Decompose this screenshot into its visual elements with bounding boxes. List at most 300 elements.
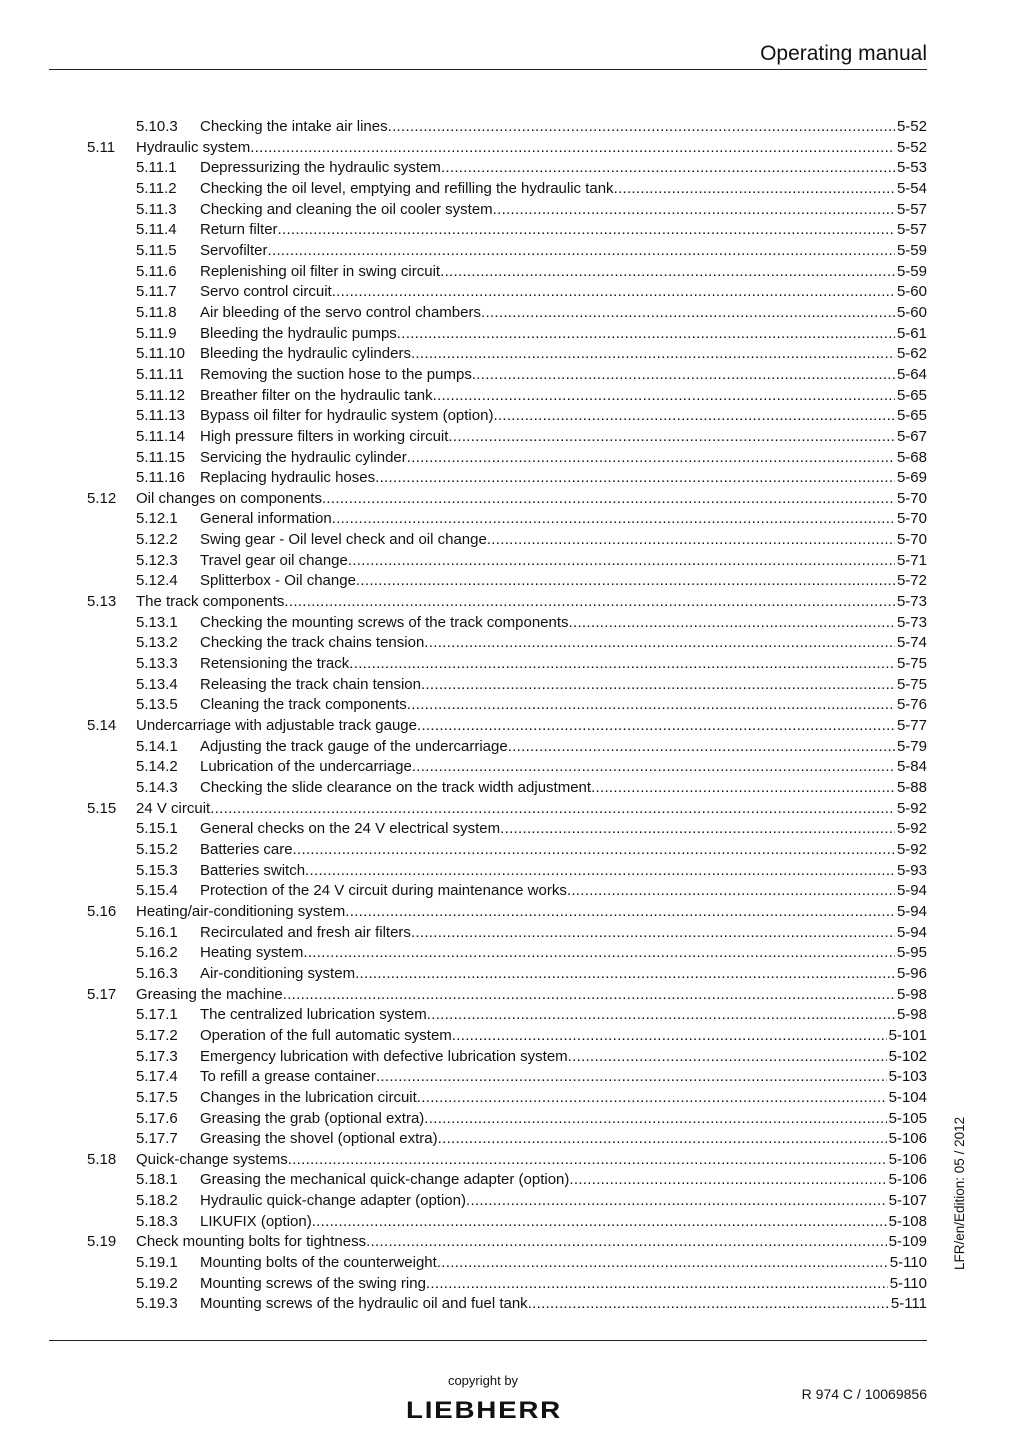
toc-page: 5-84 [896, 758, 927, 776]
toc-entry[interactable] [87, 1253, 927, 1274]
toc-number: 5.13.5 [136, 696, 178, 714]
toc-entry[interactable] [87, 200, 927, 221]
toc-entry[interactable] [87, 695, 927, 716]
toc-line [200, 509, 927, 530]
toc-number: 5.17.3 [136, 1047, 178, 1065]
toc-line [136, 1232, 927, 1253]
toc-number: 5.18 [87, 1150, 117, 1168]
toc-number: 5.15.1 [136, 820, 178, 838]
toc-entry[interactable] [87, 241, 927, 262]
toc-leader [411, 923, 895, 944]
toc-title: Releasing the track chain tension [200, 675, 421, 693]
toc-title: Bleeding the hydraulic cylinders [200, 345, 411, 363]
toc-entry[interactable] [87, 778, 927, 799]
toc-entry[interactable] [87, 158, 927, 179]
toc-leader [332, 509, 895, 530]
toc-leader [345, 902, 895, 923]
toc-entry[interactable] [87, 1150, 927, 1171]
toc-title: Bypass oil filter for hydraulic system (option) [200, 407, 494, 425]
toc-number: 5.17.1 [136, 1006, 178, 1024]
toc-title: Mounting screws of the swing ring [200, 1274, 426, 1292]
toc-entry[interactable] [87, 1088, 927, 1109]
toc-title: Checking the track chains tension [200, 634, 425, 652]
toc-page: 5-88 [896, 779, 927, 796]
toc-entry[interactable] [87, 881, 927, 902]
toc-entry[interactable] [87, 1294, 927, 1315]
toc-page: 5-111 [890, 1295, 927, 1313]
toc-line [200, 861, 927, 882]
toc-entry[interactable] [87, 985, 927, 1006]
toc-title: Emergency lubrication with defective lubrication system [200, 1047, 568, 1065]
toc-page: 5-53 [896, 159, 927, 177]
toc-entry[interactable] [87, 530, 927, 551]
document-reference: R 974 C / 10069856 [801, 1386, 927, 1402]
toc-title: Replenishing oil filter in swing circuit [200, 262, 441, 280]
toc-title: Retensioning the track [200, 655, 350, 673]
toc-leader [424, 1109, 886, 1130]
toc-leader [500, 819, 895, 840]
toc-entry[interactable] [87, 861, 927, 882]
toc-entry[interactable] [87, 1026, 927, 1047]
toc-line [200, 675, 927, 696]
toc-line [200, 695, 927, 716]
toc-entry[interactable] [87, 427, 927, 448]
toc-entry[interactable] [87, 303, 927, 324]
toc-title: Servicing the hydraulic cylinder [200, 448, 407, 466]
toc-page: 5-96 [896, 964, 927, 982]
toc-page: 5-62 [896, 345, 927, 363]
toc-page: 5-103 [888, 1068, 927, 1086]
toc-title: Servofilter [200, 241, 268, 259]
toc-leader [407, 448, 895, 469]
toc-line [200, 262, 927, 283]
toc-line [200, 571, 927, 592]
toc-page: 5-54 [896, 179, 927, 197]
toc-leader [303, 943, 895, 964]
toc-entry[interactable] [87, 324, 927, 345]
toc-page: 5-107 [888, 1192, 927, 1210]
toc-leader [440, 262, 895, 283]
toc-entry[interactable] [87, 633, 927, 654]
toc-entry[interactable] [87, 964, 927, 985]
toc-leader [278, 220, 895, 241]
toc-leader [466, 1191, 887, 1212]
toc-line [136, 138, 927, 159]
toc-title: Air-conditioning system [200, 964, 356, 982]
toc-line [200, 282, 927, 303]
toc-number: 5.12.2 [136, 531, 178, 549]
toc-number: 5.16 [87, 902, 117, 920]
toc-leader [493, 200, 895, 221]
toc-title: Servo control circuit [200, 283, 332, 301]
toc-line [136, 985, 927, 1006]
toc-line [200, 1088, 927, 1109]
toc-line [200, 344, 927, 365]
toc-page: 5-75 [896, 655, 927, 673]
toc-leader [412, 757, 895, 778]
toc-line [200, 1109, 927, 1130]
table-of-contents [87, 117, 927, 1315]
toc-leader [569, 613, 895, 634]
toc-page: 5-76 [896, 696, 927, 714]
toc-page: 5-77 [896, 717, 927, 735]
toc-page: 5-92 [896, 840, 927, 858]
toc-title: Swing gear - Oil level check and oil change [200, 531, 487, 549]
toc-number: 5.18.2 [136, 1192, 178, 1210]
toc-title: Greasing the mechanical quick-change adapter (option) [200, 1171, 570, 1189]
toc-entry[interactable] [87, 716, 927, 737]
toc-leader [397, 324, 895, 345]
toc-number: 5.16.3 [136, 964, 178, 982]
toc-title: High pressure filters in working circuit [200, 427, 449, 445]
toc-line [200, 303, 927, 324]
toc-page: 5-106 [888, 1150, 927, 1168]
toc-page: 5-75 [896, 675, 927, 693]
toc-number: 5.19.2 [136, 1274, 178, 1292]
toc-page: 5-94 [896, 902, 927, 920]
toc-leader [528, 1294, 889, 1315]
toc-leader [487, 530, 895, 551]
toc-title: Depressurizing the hydraulic system [200, 159, 441, 177]
toc-title: Checking the mounting screws of the track components [200, 613, 569, 631]
toc-title: Breather filter on the hydraulic tank [200, 386, 433, 404]
toc-line [200, 1170, 927, 1191]
toc-title: Travel gear oil change [200, 551, 348, 569]
toc-line [200, 1274, 927, 1295]
toc-leader [349, 654, 895, 675]
toc-entry[interactable] [87, 757, 927, 778]
toc-leader [375, 468, 895, 489]
toc-page: 5-73 [896, 593, 927, 611]
toc-number: 5.17 [87, 985, 117, 1003]
toc-line [200, 427, 927, 448]
toc-leader [348, 551, 895, 572]
toc-entry[interactable] [87, 179, 927, 200]
toc-entry[interactable] [87, 819, 927, 840]
toc-number: 5.12.1 [136, 510, 178, 528]
toc-title: Undercarriage with adjustable track gauge [136, 717, 417, 735]
toc-entry[interactable] [87, 344, 927, 365]
toc-entry[interactable] [87, 1005, 927, 1026]
toc-page: 5-69 [896, 469, 927, 487]
liebherr-logo [404, 1396, 564, 1422]
toc-leader [322, 489, 895, 510]
toc-title: Oil changes on components [136, 489, 322, 507]
toc-number: 5.11.7 [136, 283, 177, 301]
toc-number: 5.18.3 [136, 1212, 178, 1230]
toc-entry[interactable] [87, 220, 927, 241]
toc-number: 5.11.13 [136, 407, 185, 425]
toc-page: 5-52 [896, 118, 927, 135]
toc-entry[interactable] [87, 613, 927, 634]
toc-leader [411, 344, 895, 365]
toc-entry[interactable] [87, 592, 927, 613]
toc-entry[interactable] [87, 509, 927, 530]
toc-number: 5.13.1 [136, 613, 178, 631]
toc-page: 5-57 [896, 221, 927, 239]
toc-title: The centralized lubrication system [200, 1006, 427, 1024]
toc-title: Heating system [200, 944, 304, 962]
toc-number: 5.11.8 [136, 303, 177, 321]
toc-line [200, 654, 927, 675]
toc-title: To refill a grease container [200, 1068, 376, 1086]
toc-number: 5.11.4 [136, 221, 177, 239]
toc-title: 24 V circuit [136, 799, 211, 817]
toc-line [200, 179, 927, 200]
toc-entry[interactable] [87, 675, 927, 696]
toc-entry[interactable] [87, 737, 927, 758]
toc-entry[interactable] [87, 1047, 927, 1068]
toc-entry[interactable] [87, 799, 927, 820]
toc-line [200, 1026, 927, 1047]
toc-page: 5-92 [896, 799, 927, 817]
toc-number: 5.11.12 [136, 386, 185, 404]
toc-number: 5.11.1 [136, 159, 177, 177]
toc-number: 5.19.3 [136, 1295, 178, 1313]
toc-entry[interactable] [87, 1274, 927, 1295]
toc-title: Recirculated and fresh air filters [200, 923, 411, 941]
toc-page: 5-57 [896, 200, 927, 218]
toc-title: Hydraulic quick-change adapter (option) [200, 1192, 466, 1210]
toc-line [200, 324, 927, 345]
toc-entry[interactable] [87, 448, 927, 469]
toc-line [136, 592, 927, 613]
toc-page: 5-109 [888, 1233, 927, 1251]
toc-number: 5.17.5 [136, 1088, 178, 1106]
toc-line [136, 799, 927, 820]
toc-leader [614, 179, 895, 200]
toc-line [136, 902, 927, 923]
toc-leader [210, 799, 895, 820]
toc-entry[interactable] [87, 117, 927, 138]
toc-page: 5-68 [896, 448, 927, 466]
toc-number: 5.11.6 [136, 262, 177, 280]
toc-leader [448, 427, 895, 448]
toc-leader [283, 985, 895, 1006]
toc-leader [452, 1026, 887, 1047]
toc-line [200, 757, 927, 778]
toc-number: 5.14 [87, 717, 117, 735]
toc-title: LIKUFIX (option) [200, 1212, 312, 1230]
toc-leader [366, 1232, 887, 1253]
toc-leader [591, 778, 895, 799]
toc-number: 5.17.7 [136, 1130, 178, 1148]
toc-entry[interactable] [87, 943, 927, 964]
toc-title: Mounting bolts of the counterweight [200, 1254, 437, 1272]
toc-leader [356, 571, 895, 592]
toc-number: 5.17.2 [136, 1026, 178, 1044]
toc-leader [268, 241, 895, 262]
toc-title: Bleeding the hydraulic pumps [200, 324, 397, 342]
toc-title: Hydraulic system [136, 138, 251, 156]
toc-entry[interactable] [87, 262, 927, 283]
toc-page: 5-59 [896, 241, 927, 259]
toc-line [200, 778, 927, 799]
toc-title: Quick-change systems [136, 1150, 288, 1168]
toc-page: 5-52 [896, 138, 927, 156]
toc-page: 5-70 [896, 489, 927, 507]
toc-line [200, 468, 927, 489]
toc-entry[interactable] [87, 551, 927, 572]
toc-entry[interactable] [87, 571, 927, 592]
toc-number: 5.16.1 [136, 923, 178, 941]
toc-page: 5-108 [888, 1212, 927, 1230]
toc-line [200, 840, 927, 861]
toc-line [200, 551, 927, 572]
toc-title: Checking and cleaning the oil cooler system [200, 200, 493, 218]
toc-title: Greasing the machine [136, 985, 283, 1003]
toc-page: 5-59 [896, 262, 927, 280]
toc-line [200, 881, 927, 902]
toc-number: 5.17.6 [136, 1109, 178, 1127]
toc-leader [493, 406, 895, 427]
toc-leader [481, 303, 895, 324]
toc-entry[interactable] [87, 923, 927, 944]
toc-entry[interactable] [87, 406, 927, 427]
toc-title: Return filter [200, 221, 278, 239]
toc-entry[interactable] [87, 365, 927, 386]
toc-page: 5-70 [896, 510, 927, 528]
toc-page: 5-60 [896, 283, 927, 301]
toc-line [200, 530, 927, 551]
toc-entry[interactable] [87, 902, 927, 923]
toc-number: 5.11.10 [136, 345, 185, 363]
toc-entry[interactable] [87, 468, 927, 489]
toc-page: 5-73 [896, 613, 927, 631]
toc-entry[interactable] [87, 1232, 927, 1253]
toc-number: 5.13.3 [136, 655, 178, 673]
toc-number: 5.15 [87, 799, 117, 817]
footer-rule [49, 1340, 927, 1341]
toc-page: 5-98 [896, 1006, 927, 1024]
toc-line [200, 241, 927, 262]
toc-number: 5.14.2 [136, 758, 178, 776]
toc-line [200, 117, 927, 138]
toc-page: 5-98 [896, 985, 927, 1003]
toc-number: 5.11.2 [136, 179, 177, 197]
toc-title: General checks on the 24 V electrical system [200, 820, 501, 838]
toc-entry[interactable] [87, 1212, 927, 1233]
toc-number: 5.15.2 [136, 840, 178, 858]
toc-page: 5-94 [896, 923, 927, 941]
toc-line [200, 158, 927, 179]
toc-leader [437, 1253, 888, 1274]
toc-leader [472, 365, 895, 386]
toc-number: 5.12.3 [136, 551, 178, 569]
toc-leader [288, 1150, 887, 1171]
toc-line [200, 943, 927, 964]
toc-line [136, 489, 927, 510]
toc-entry[interactable] [87, 386, 927, 407]
toc-page: 5-104 [888, 1088, 927, 1106]
page-title: Operating manual [760, 42, 927, 65]
toc-page: 5-106 [888, 1171, 927, 1189]
toc-leader [438, 1129, 887, 1150]
toc-line [200, 923, 927, 944]
toc-number: 5.12.4 [136, 572, 178, 590]
toc-line [200, 1294, 927, 1315]
toc-page: 5-92 [896, 820, 927, 838]
toc-number: 5.13 [87, 593, 117, 611]
toc-line [200, 1191, 927, 1212]
toc-line [200, 819, 927, 840]
toc-leader [433, 386, 895, 407]
toc-title: Greasing the shovel (optional extra) [200, 1130, 438, 1148]
toc-page: 5-110 [889, 1254, 927, 1272]
toc-page: 5-95 [896, 944, 927, 962]
toc-leader [305, 861, 895, 882]
header-rule [49, 69, 927, 70]
toc-entry[interactable] [87, 1191, 927, 1212]
toc-number: 5.12 [87, 489, 117, 507]
toc-leader [376, 1067, 887, 1088]
toc-page: 5-79 [896, 737, 927, 755]
toc-number: 5.14.3 [136, 779, 178, 796]
toc-number: 5.14.1 [136, 737, 178, 755]
toc-page: 5-65 [896, 386, 927, 404]
toc-title: Replacing hydraulic hoses [200, 469, 376, 487]
toc-leader [417, 716, 895, 737]
toc-number: 5.15.4 [136, 882, 178, 900]
toc-entry[interactable] [87, 1129, 927, 1150]
toc-number: 5.11 [87, 138, 116, 156]
toc-number: 5.13.4 [136, 675, 178, 693]
toc-number: 5.11.9 [136, 324, 177, 342]
toc-line [200, 220, 927, 241]
toc-line [200, 386, 927, 407]
toc-title: Checking the oil level, emptying and refilling the hydraulic tank [200, 179, 614, 197]
toc-entry[interactable] [87, 282, 927, 303]
toc-line [136, 716, 927, 737]
toc-title: Adjusting the track gauge of the undercarriage [200, 737, 508, 755]
toc-title: Splitterbox - Oil change [200, 572, 356, 590]
toc-entry[interactable] [87, 489, 927, 510]
toc-page: 5-101 [888, 1026, 927, 1044]
toc-entry[interactable] [87, 1067, 927, 1088]
toc-line [200, 1005, 927, 1026]
toc-title: Checking the intake air lines [200, 118, 388, 135]
toc-leader [293, 840, 895, 861]
toc-title: Greasing the grab (optional extra) [200, 1109, 425, 1127]
toc-number: 5.10.3 [136, 118, 178, 135]
toc-leader [284, 592, 895, 613]
toc-entry[interactable] [87, 840, 927, 861]
toc-number: 5.11.14 [136, 427, 185, 445]
copyright-label: copyright by [447, 1373, 519, 1388]
toc-entry[interactable] [87, 138, 927, 159]
toc-line [200, 1129, 927, 1150]
toc-page: 5-60 [896, 303, 927, 321]
toc-entry[interactable] [87, 1109, 927, 1130]
toc-number: 5.13.2 [136, 634, 178, 652]
toc-leader [332, 282, 895, 303]
toc-line [200, 1067, 927, 1088]
toc-leader [312, 1212, 887, 1233]
toc-title: Removing the suction hose to the pumps [200, 365, 472, 383]
toc-leader [427, 1005, 895, 1026]
toc-title: Checking the slide clearance on the track width adjustment [200, 779, 592, 796]
toc-leader [567, 881, 895, 902]
toc-page: 5-110 [889, 1274, 927, 1292]
toc-number: 5.17.4 [136, 1068, 178, 1086]
toc-entry[interactable] [87, 1170, 927, 1191]
toc-title: Changes in the lubrication circuit [200, 1088, 417, 1106]
toc-line [200, 200, 927, 221]
toc-entry[interactable] [87, 654, 927, 675]
toc-leader [388, 117, 895, 138]
toc-line [200, 613, 927, 634]
toc-number: 5.15.3 [136, 861, 178, 879]
